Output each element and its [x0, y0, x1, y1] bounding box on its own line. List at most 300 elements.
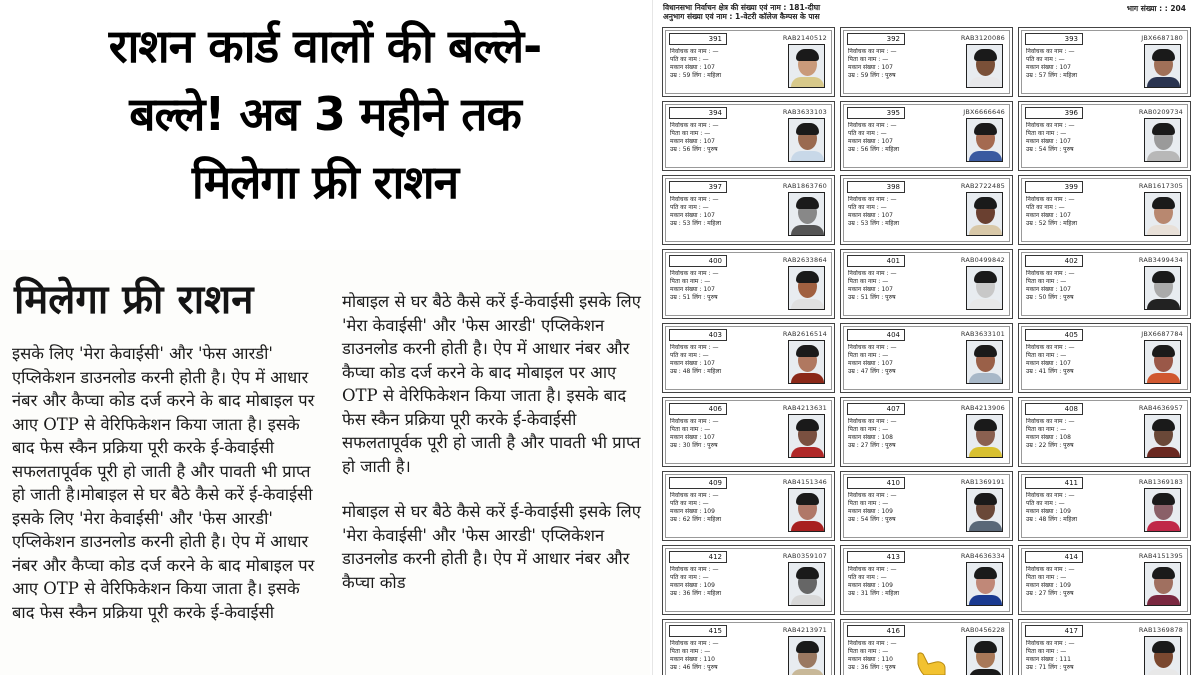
name-label: निर्वाचक का नाम	[670, 344, 707, 351]
voter-card	[1018, 101, 1191, 171]
voter-card-inner	[665, 622, 832, 675]
serial-number: 409	[669, 477, 727, 489]
voter-card-inner	[1021, 400, 1188, 464]
gender-label: लिंग	[870, 590, 880, 597]
voter-photo	[1144, 118, 1181, 162]
name-label: निर्वाचक का नाम	[1026, 566, 1063, 573]
voter-card-inner	[1021, 252, 1188, 316]
serial-number: 395	[847, 107, 905, 119]
voter-card	[662, 27, 835, 97]
house-label: मकान संख्या	[848, 360, 876, 367]
epic-number: RAB4636957	[1138, 404, 1183, 412]
gender-label: लिंग	[1048, 220, 1058, 227]
relation-label: पति का नाम	[1026, 500, 1053, 507]
house-label: मकान संख्या	[670, 138, 698, 145]
voter-list-header	[653, 0, 1200, 27]
voter-card	[662, 545, 835, 615]
epic-number: RAB1369878	[1138, 626, 1183, 634]
name-label: निर्वाचक का नाम	[1026, 48, 1063, 55]
voter-card-inner	[665, 104, 832, 168]
epic-number: RAB2633864	[782, 256, 827, 264]
gender-label: लिंग	[692, 516, 702, 523]
voter-card	[840, 471, 1013, 541]
house-number: 110	[881, 656, 893, 663]
house-number: 107	[1059, 64, 1071, 71]
relation-label: पिता का नाम	[848, 278, 877, 285]
name-label: निर्वाचक का नाम	[670, 122, 707, 129]
pointing-hand-icon	[914, 652, 948, 675]
gender-label: लिंग	[870, 368, 880, 375]
name-label: निर्वाचक का नाम	[848, 122, 885, 129]
voter-photo	[788, 266, 825, 310]
voter-card	[840, 101, 1013, 171]
voter-card	[840, 545, 1013, 615]
house-label: मकान संख्या	[1026, 212, 1054, 219]
voter-card	[662, 619, 835, 675]
epic-number: RAB2140512	[782, 34, 827, 42]
voter-card	[1018, 397, 1191, 467]
serial-number: 393	[1025, 33, 1083, 45]
voter-card-inner	[843, 252, 1010, 316]
voter-photo	[1144, 414, 1181, 458]
voter-info: निर्वाचक का नाम : — पति का नाम : — मकान संख्या : 109 उम्र : 62 लिंग : महिला	[670, 492, 722, 523]
house-number: 107	[703, 286, 715, 293]
voter-card-inner	[1021, 326, 1188, 390]
house-label: मकान संख्या	[1026, 64, 1054, 71]
voter-photo	[1144, 192, 1181, 236]
age-value: 56	[860, 146, 869, 153]
gender-label: लिंग	[692, 72, 702, 79]
age-value: 36	[860, 664, 869, 671]
gender-value: पुरुष	[885, 442, 896, 449]
serial-number: 416	[847, 625, 905, 637]
age-label: उम्र	[848, 590, 855, 597]
voter-info: निर्वाचक का नाम : — पिता का नाम : — मकान संख्या : 107 उम्र : 47 लिंग : पुरुष	[848, 344, 897, 375]
voter-card	[662, 249, 835, 319]
gender-value: पुरुष	[1063, 368, 1074, 375]
house-label: मकान संख्या	[670, 656, 698, 663]
relation-label: पति का नाम	[848, 130, 875, 137]
age-label: उम्र	[848, 516, 855, 523]
house-number: 107	[1059, 138, 1071, 145]
house-number: 107	[1059, 212, 1071, 219]
house-label: मकान संख्या	[848, 508, 876, 515]
gender-label: लिंग	[870, 664, 880, 671]
name-label: निर्वाचक का नाम	[670, 640, 707, 647]
gender-value: पुरुष	[707, 146, 718, 153]
house-number: 109	[703, 582, 715, 589]
voter-card	[1018, 27, 1191, 97]
name-label: निर्वाचक का नाम	[1026, 492, 1063, 499]
gender-label: लिंग	[1048, 146, 1058, 153]
age-label: उम्र	[670, 516, 677, 523]
gender-label: लिंग	[870, 294, 880, 301]
voter-card-inner	[665, 400, 832, 464]
name-label: निर्वाचक का नाम	[1026, 270, 1063, 277]
serial-number: 403	[669, 329, 727, 341]
voter-photo	[788, 636, 825, 675]
voter-card-inner	[843, 30, 1010, 94]
serial-number: 396	[1025, 107, 1083, 119]
name-label: निर्वाचक का नाम	[1026, 418, 1063, 425]
epic-number: JBX6687180	[1141, 34, 1183, 42]
clipping-right-paragraph-2: मोबाइल से घर बैठे कैसे करें ई-केवाईसी इसके लिए 'मेरा केवाईसी' और 'फेस आरडी' एप्लिकेशन डाउनलोड करनी होती है। ऐप में आधार नंबर और कैप्चा कोड	[342, 502, 641, 592]
voter-info: निर्वाचक का नाम : — पिता का नाम : — मकान संख्या : 107 उम्र : 59 लिंग : पुरुष	[848, 48, 897, 79]
age-value: 62	[682, 516, 691, 523]
voter-info: निर्वाचक का नाम : — पति का नाम : — मकान संख्या : 107 उम्र : 52 लिंग : महिला	[1026, 196, 1078, 227]
voter-card	[662, 397, 835, 467]
relation-label: पति का नाम	[670, 56, 697, 63]
name-label: निर्वाचक का नाम	[1026, 640, 1063, 647]
voter-photo	[788, 44, 825, 88]
gender-label: लिंग	[1048, 590, 1058, 597]
voter-photo	[966, 192, 1003, 236]
relation-label: पति का नाम	[848, 204, 875, 211]
voter-card	[1018, 545, 1191, 615]
gender-label: लिंग	[692, 294, 702, 301]
voter-photo	[788, 488, 825, 532]
gender-value: पुरुष	[885, 72, 896, 79]
epic-number: RAB3499434	[1138, 256, 1183, 264]
age-label: उम्र	[1026, 516, 1033, 523]
relation-label: पिता का नाम	[670, 278, 699, 285]
gender-value: पुरुष	[1063, 590, 1074, 597]
voter-photo	[788, 192, 825, 236]
age-label: उम्र	[1026, 442, 1033, 449]
house-number: 107	[1059, 286, 1071, 293]
voter-card-inner	[843, 400, 1010, 464]
voter-info: निर्वाचक का नाम : — पिता का नाम : — मकान संख्या : 107 उम्र : 41 लिंग : पुरुष	[1026, 344, 1075, 375]
voter-photo	[1144, 488, 1181, 532]
house-number: 107	[703, 434, 715, 441]
age-label: उम्र	[670, 220, 677, 227]
age-label: उम्र	[670, 368, 677, 375]
house-number: 107	[881, 286, 893, 293]
house-label: मकान संख्या	[848, 656, 876, 663]
gender-value: पुरुष	[1063, 146, 1074, 153]
name-label: निर्वाचक का नाम	[848, 640, 885, 647]
house-label: मकान संख्या	[1026, 656, 1054, 663]
epic-number: RAB0359107	[782, 552, 827, 560]
gender-value: महिला	[885, 590, 900, 597]
voter-info: निर्वाचक का नाम : — पिता का नाम : — मकान संख्या : 109 उम्र : 54 लिंग : पुरुष	[848, 492, 897, 523]
serial-number: 410	[847, 477, 905, 489]
voter-card-inner	[1021, 30, 1188, 94]
serial-number: 394	[669, 107, 727, 119]
serial-number: 414	[1025, 551, 1083, 563]
voter-card	[1018, 471, 1191, 541]
epic-number: RAB3120086	[960, 34, 1005, 42]
house-label: मकान संख्या	[1026, 360, 1054, 367]
serial-number: 392	[847, 33, 905, 45]
relation-label: पति का नाम	[848, 574, 875, 581]
voter-photo	[788, 118, 825, 162]
gender-value: महिला	[707, 590, 722, 597]
age-value: 53	[682, 220, 691, 227]
name-label: निर्वाचक का नाम	[848, 418, 885, 425]
relation-label: पति का नाम	[670, 352, 697, 359]
age-value: 27	[860, 442, 869, 449]
voter-info: निर्वाचक का नाम : — पिता का नाम : — मकान संख्या : 110 उम्र : 36 लिंग : पुरुष	[848, 640, 897, 671]
serial-number: 391	[669, 33, 727, 45]
relation-label: पिता का नाम	[848, 500, 877, 507]
house-label: मकान संख्या	[670, 582, 698, 589]
epic-number: RAB4151395	[1138, 552, 1183, 560]
relation-label: पिता का नाम	[848, 56, 877, 63]
name-label: निर्वाचक का नाम	[848, 196, 885, 203]
clipping-right-column	[342, 290, 642, 616]
age-label: उम्र	[848, 146, 855, 153]
clipping-heading: मिलेगा फ्री राशन	[14, 276, 254, 323]
age-label: उम्र	[670, 590, 677, 597]
voter-photo	[966, 266, 1003, 310]
voter-card	[840, 27, 1013, 97]
voter-card	[1018, 249, 1191, 319]
house-label: मकान संख्या	[670, 360, 698, 367]
age-value: 46	[682, 664, 691, 671]
voter-info: निर्वाचक का नाम : — पिता का नाम : — मकान संख्या : 107 उम्र : 56 लिंग : पुरुष	[670, 122, 719, 153]
age-value: 48	[682, 368, 691, 375]
age-value: 54	[1038, 146, 1047, 153]
epic-number: RAB1369183	[1138, 478, 1183, 486]
serial-number: 411	[1025, 477, 1083, 489]
serial-number: 408	[1025, 403, 1083, 415]
voter-card-inner	[1021, 548, 1188, 612]
voter-info: निर्वाचक का नाम : — पिता का नाम : — मकान संख्या : 108 उम्र : 27 लिंग : पुरुष	[848, 418, 897, 449]
voter-card	[662, 175, 835, 245]
voter-info: निर्वाचक का नाम : — पति का नाम : — मकान संख्या : 107 उम्र : 53 लिंग : महिला	[848, 196, 900, 227]
relation-label: पिता का नाम	[1026, 278, 1055, 285]
house-label: मकान संख्या	[1026, 434, 1054, 441]
voter-photo	[966, 562, 1003, 606]
relation-label: पति का नाम	[1026, 204, 1053, 211]
age-value: 50	[1038, 294, 1047, 301]
house-label: मकान संख्या	[1026, 138, 1054, 145]
name-label: निर्वाचक का नाम	[1026, 196, 1063, 203]
house-number: 110	[703, 656, 715, 663]
voter-card-inner	[843, 474, 1010, 538]
voter-card-inner	[843, 104, 1010, 168]
name-label: निर्वाचक का नाम	[670, 48, 707, 55]
epic-number: RAB2722485	[960, 182, 1005, 190]
house-number: 108	[881, 434, 893, 441]
gender-label: लिंग	[870, 220, 880, 227]
house-label: मकान संख्या	[1026, 286, 1054, 293]
serial-number: 406	[669, 403, 727, 415]
gender-value: पुरुष	[1063, 664, 1074, 671]
voter-photo	[966, 414, 1003, 458]
gender-label: लिंग	[870, 72, 880, 79]
age-value: 51	[860, 294, 869, 301]
house-label: मकान संख्या	[848, 582, 876, 589]
epic-number: RAB2616514	[782, 330, 827, 338]
name-label: निर्वाचक का नाम	[848, 48, 885, 55]
voter-info: निर्वाचक का नाम : — पिता का नाम : — मकान संख्या : 107 उम्र : 51 लिंग : पुरुष	[670, 270, 719, 301]
gender-value: महिला	[1063, 516, 1078, 523]
voter-card-grid	[653, 27, 1200, 675]
gender-label: लिंग	[1048, 72, 1058, 79]
relation-label: पति का नाम	[670, 500, 697, 507]
age-value: 52	[1038, 220, 1047, 227]
age-value: 47	[860, 368, 869, 375]
voter-card	[662, 323, 835, 393]
age-value: 59	[682, 72, 691, 79]
relation-label: पिता का नाम	[848, 648, 877, 655]
voter-info: निर्वाचक का नाम : — पति का नाम : — मकान संख्या : 107 उम्र : 59 लिंग : महिला	[670, 48, 722, 79]
constituency-label: विधानसभा निर्वाचन क्षेत्र की संख्या एवं नाम : 181-दीघा	[663, 3, 821, 12]
voter-photo	[788, 340, 825, 384]
voter-card	[662, 101, 835, 171]
voter-card	[662, 471, 835, 541]
age-value: 36	[682, 590, 691, 597]
gender-label: लिंग	[692, 590, 702, 597]
gender-label: लिंग	[692, 146, 702, 153]
house-label: मकान संख्या	[848, 434, 876, 441]
house-label: मकान संख्या	[848, 212, 876, 219]
voter-photo	[966, 488, 1003, 532]
epic-number: RAB1369191	[960, 478, 1005, 486]
house-label: मकान संख्या	[1026, 508, 1054, 515]
name-label: निर्वाचक का नाम	[670, 492, 707, 499]
age-label: उम्र	[670, 664, 677, 671]
gender-value: महिला	[707, 220, 722, 227]
epic-number: RAB0456228	[960, 626, 1005, 634]
voter-card-inner	[1021, 178, 1188, 242]
relation-label: पिता का नाम	[1026, 426, 1055, 433]
clipping-left-column	[12, 342, 322, 646]
house-number: 109	[703, 508, 715, 515]
voter-info: निर्वाचक का नाम : — पति का नाम : — मकान संख्या : 109 उम्र : 31 लिंग : महिला	[848, 566, 900, 597]
house-number: 111	[1059, 656, 1071, 663]
voter-info: निर्वाचक का नाम : — पिता का नाम : — मकान संख्या : 109 उम्र : 27 लिंग : पुरुष	[1026, 566, 1075, 597]
voter-list-document	[652, 0, 1200, 675]
age-label: उम्र	[848, 294, 855, 301]
serial-number: 399	[1025, 181, 1083, 193]
name-label: निर्वाचक का नाम	[670, 196, 707, 203]
gender-label: लिंग	[870, 516, 880, 523]
gender-value: पुरुष	[1063, 442, 1074, 449]
relation-label: पिता का नाम	[848, 352, 877, 359]
house-label: मकान संख्या	[848, 138, 876, 145]
house-number: 107	[703, 138, 715, 145]
house-label: मकान संख्या	[670, 434, 698, 441]
epic-number: JBX6687784	[1141, 330, 1183, 338]
relation-label: पिता का नाम	[1026, 352, 1055, 359]
relation-label: पिता का नाम	[670, 426, 699, 433]
house-number: 108	[1059, 434, 1071, 441]
serial-number: 400	[669, 255, 727, 267]
age-label: उम्र	[670, 72, 677, 79]
gender-label: लिंग	[692, 442, 702, 449]
relation-label: पति का नाम	[670, 574, 697, 581]
gender-label: लिंग	[692, 220, 702, 227]
house-number: 109	[881, 582, 893, 589]
gender-label: लिंग	[1048, 294, 1058, 301]
voter-photo	[1144, 636, 1181, 675]
relation-label: पति का नाम	[1026, 56, 1053, 63]
age-label: उम्र	[670, 146, 677, 153]
house-number: 107	[703, 64, 715, 71]
gender-label: लिंग	[692, 664, 702, 671]
gender-value: पुरुष	[1063, 294, 1074, 301]
relation-label: पिता का नाम	[1026, 130, 1055, 137]
house-label: मकान संख्या	[848, 286, 876, 293]
gender-value: पुरुष	[707, 664, 718, 671]
voter-card	[840, 397, 1013, 467]
house-number: 109	[881, 508, 893, 515]
age-label: उम्र	[1026, 664, 1033, 671]
voter-photo	[788, 414, 825, 458]
house-label: मकान संख्या	[670, 64, 698, 71]
age-label: उम्र	[848, 442, 855, 449]
voter-info: निर्वाचक का नाम : — पिता का नाम : — मकान संख्या : 107 उम्र : 50 लिंग : पुरुष	[1026, 270, 1075, 301]
voter-card	[1018, 619, 1191, 675]
voter-card-inner	[1021, 622, 1188, 675]
age-label: उम्र	[1026, 72, 1033, 79]
headline-line-2: बल्ले! अब 3 महीने तक	[129, 87, 521, 141]
name-label: निर्वाचक का नाम	[848, 566, 885, 573]
age-label: उम्र	[848, 72, 855, 79]
epic-number: RAB1863760	[782, 182, 827, 190]
serial-number: 415	[669, 625, 727, 637]
epic-number: RAB3633101	[960, 330, 1005, 338]
voter-info: निर्वाचक का नाम : — पति का नाम : — मकान संख्या : 107 उम्र : 57 लिंग : महिला	[1026, 48, 1078, 79]
gender-label: लिंग	[1048, 368, 1058, 375]
gender-value: पुरुष	[707, 442, 718, 449]
house-number: 107	[703, 360, 715, 367]
gender-value: पुरुष	[885, 664, 896, 671]
headline-line-3: मिलेगा फ्री राशन	[191, 155, 459, 209]
clipping-right-paragraph-1: मोबाइल से घर बैठे कैसे करें ई-केवाईसी इसके लिए 'मेरा केवाईसी' और 'फेस आरडी' एप्लिकेशन डाउनलोड करनी होती है। ऐप में आधार नंबर और कैप्चा कोड दर्ज करने के बाद मोबाइल पर आए OTP से वेरिफिकेशन किया जाता है। इसके बाद फेस स्कैन प्रक्रिया पूरी करके ई-केवाईसी सफलतापूर्वक पूरी हो जाती है और पावती भी प्राप्त हो जाती है।	[342, 292, 641, 476]
house-number: 109	[1059, 582, 1071, 589]
age-value: 54	[860, 516, 869, 523]
age-label: उम्र	[670, 442, 677, 449]
epic-number: RAB4213971	[782, 626, 827, 634]
house-label: मकान संख्या	[670, 508, 698, 515]
age-value: 53	[860, 220, 869, 227]
voter-card-inner	[665, 30, 832, 94]
voter-info: निर्वाचक का नाम : — पिता का नाम : — मकान संख्या : 110 उम्र : 46 लिंग : पुरुष	[670, 640, 719, 671]
age-label: उम्र	[1026, 590, 1033, 597]
house-number: 109	[1059, 508, 1071, 515]
age-label: उम्र	[1026, 368, 1033, 375]
newspaper-clipping	[0, 250, 650, 675]
voter-photo	[1144, 44, 1181, 88]
serial-number: 397	[669, 181, 727, 193]
part-number: भाग संख्या : : 204	[1126, 4, 1186, 13]
age-value: 27	[1038, 590, 1047, 597]
relation-label: पिता का नाम	[1026, 574, 1055, 581]
gender-value: महिला	[707, 72, 722, 79]
epic-number: RAB4213906	[960, 404, 1005, 412]
name-label: निर्वाचक का नाम	[1026, 344, 1063, 351]
age-label: उम्र	[848, 368, 855, 375]
section-label: अनुभाग संख्या एवं नाम : 1-वेटरी कॉलेज कैम्पस के पास	[663, 12, 820, 21]
voter-info: निर्वाचक का नाम : — पिता का नाम : — मकान संख्या : 111 उम्र : 71 लिंग : पुरुष	[1026, 640, 1075, 671]
epic-number: RAB1617305	[1138, 182, 1183, 190]
serial-number: 417	[1025, 625, 1083, 637]
epic-number: RAB0499842	[960, 256, 1005, 264]
gender-value: महिला	[1063, 72, 1078, 79]
voter-card	[840, 175, 1013, 245]
voter-photo	[966, 636, 1003, 675]
gender-value: पुरुष	[885, 516, 896, 523]
epic-number: JBX6666646	[963, 108, 1005, 116]
voter-card-inner	[665, 548, 832, 612]
name-label: निर्वाचक का नाम	[1026, 122, 1063, 129]
voter-info: निर्वाचक का नाम : — पति का नाम : — मकान संख्या : 109 उम्र : 48 लिंग : महिला	[1026, 492, 1078, 523]
serial-number: 404	[847, 329, 905, 341]
